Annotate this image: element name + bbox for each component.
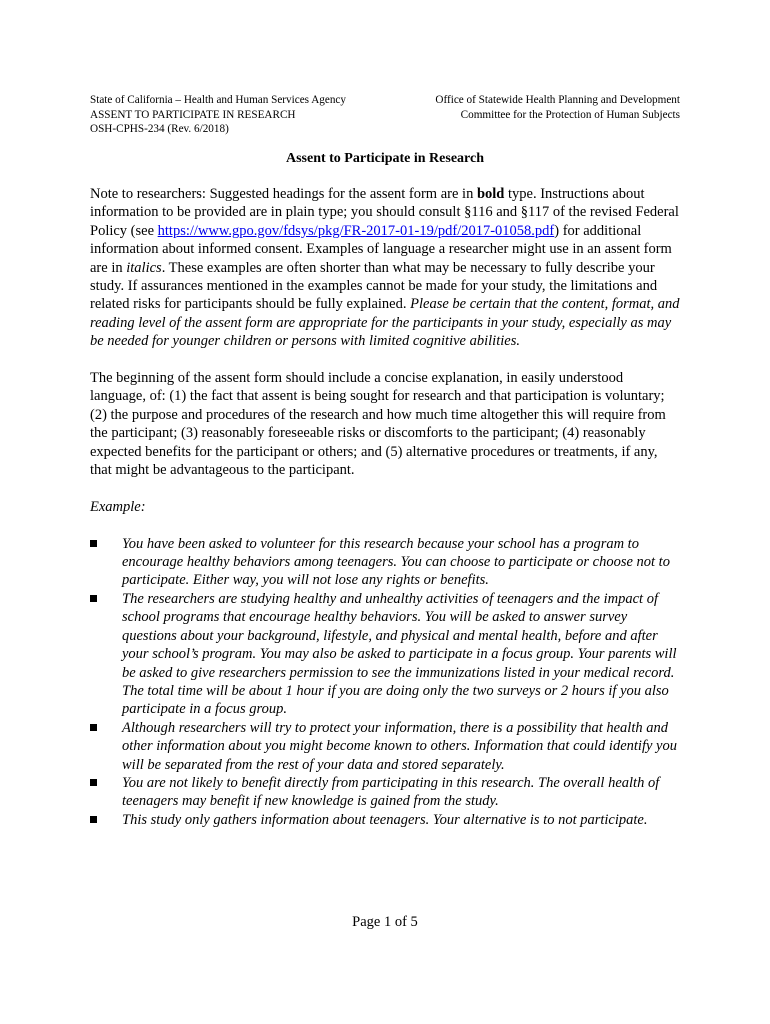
list-item [90, 590, 682, 719]
document-body [90, 185, 682, 829]
assent-explanation-paragraph: The beginning of the assent form should include a concise explanation, in easily understood language, of: (1) the fact that assent is being sought for research and that participation is voluntary; (2) the purpose and procedures of the research and how much time altogether this will require from the participant; (3) reasonably foreseeable risks or discomforts to the participant; (4) reasonably expected benefits for the participant or others; and (5) alternative procedures or treatments, if any, that might be advantageous to the participant. [90, 370, 666, 479]
header-form-title: ASSENT TO PARTICIPATE IN RESEARCH [90, 108, 296, 121]
square-bullet-icon [90, 724, 97, 731]
list-item [90, 811, 682, 829]
note-after-italic: . These examples are often shorter than what may be necessary to fully describe your study. If assurances mentioned in the examples cannot be made for your study, the limitations and related risks for participants should be fully explained. [90, 259, 658, 313]
header-right-block [435, 93, 680, 122]
square-bullet-icon [90, 779, 97, 786]
bullet-text: Although researchers will try to protect your information, there is a possibility that health and other information about you might become known to others. Information that could identify you will be separated from the rest of your data and stored separately. [122, 719, 677, 773]
note-italic-guidance: Please be certain that the content, format, and reading level of the assent form are appropriate for the participants in your study, especially as may be needed for younger children or persons with limited cognitive abilities. [90, 296, 680, 350]
bullet-text: You are not likely to benefit directly from participating in this research. The overall health of teenagers may benefit if new knowledge is gained from the study. [122, 774, 660, 810]
square-bullet-icon [90, 816, 97, 823]
note-after-bold: type. Instructions about information to be provided are in plain type; you should consult §116 and §117 of the revised Federal Policy (see [90, 186, 679, 239]
note-after-link: ) for additional information about informed consent. Examples of language a researcher might use in an assent form are in [90, 222, 672, 276]
list-item [90, 774, 682, 811]
note-to-researchers [90, 185, 682, 351]
example-bullet-list [90, 535, 682, 830]
header-committee: Committee for the Protection of Human Subjects [460, 108, 680, 121]
list-item [90, 719, 682, 774]
note-bold-word: bold [476, 186, 505, 202]
example-label: Example: [90, 498, 146, 515]
header-form-number: OSH-CPHS-234 (Rev. 6/2018) [90, 123, 229, 135]
note-intro: Note to researchers: Suggested headings for the assent form are in [90, 186, 477, 202]
bullet-text: This study only gathers information about teenagers. Your alternative is to not participate. [122, 811, 648, 828]
header-office: Office of Statewide Health Planning and Development [435, 94, 680, 106]
header-left-block [90, 93, 346, 137]
list-item [90, 535, 682, 590]
bullet-text: You have been asked to volunteer for this research because your school has a program to encourage healthy behaviors among teenagers. You can choose to participate or choose not to participate. Either way, you will not lose any rights or benefits. [122, 535, 670, 589]
federal-policy-link[interactable]: https://www.gpo.gov/fdsys/pkg/FR-2017-01-19/pdf/2017-01058.pdf [157, 222, 555, 239]
note-italic-word: italics [126, 259, 162, 276]
square-bullet-icon [90, 595, 97, 602]
header-agency: State of California – Health and Human Services Agency [90, 94, 346, 106]
bullet-text: The researchers are studying healthy and unhealthy activities of teenagers and the impact of school programs that encourage healthy behaviors. You will be asked to answer survey questions about your background, lifestyle, and physical and mental health, before and after your school’s program. You may also be asked to participate in a focus group. Your parents will be asked to give researchers permission to see the immunizations listed in your medical record. The total time will be about 1 hour if you are doing only the two surveys or 2 hours if you also participate in a focus group. [122, 590, 677, 718]
page-title: Assent to Participate in Research [285, 151, 485, 166]
page-number: Page 1 of 5 [352, 914, 418, 930]
square-bullet-icon [90, 540, 97, 547]
